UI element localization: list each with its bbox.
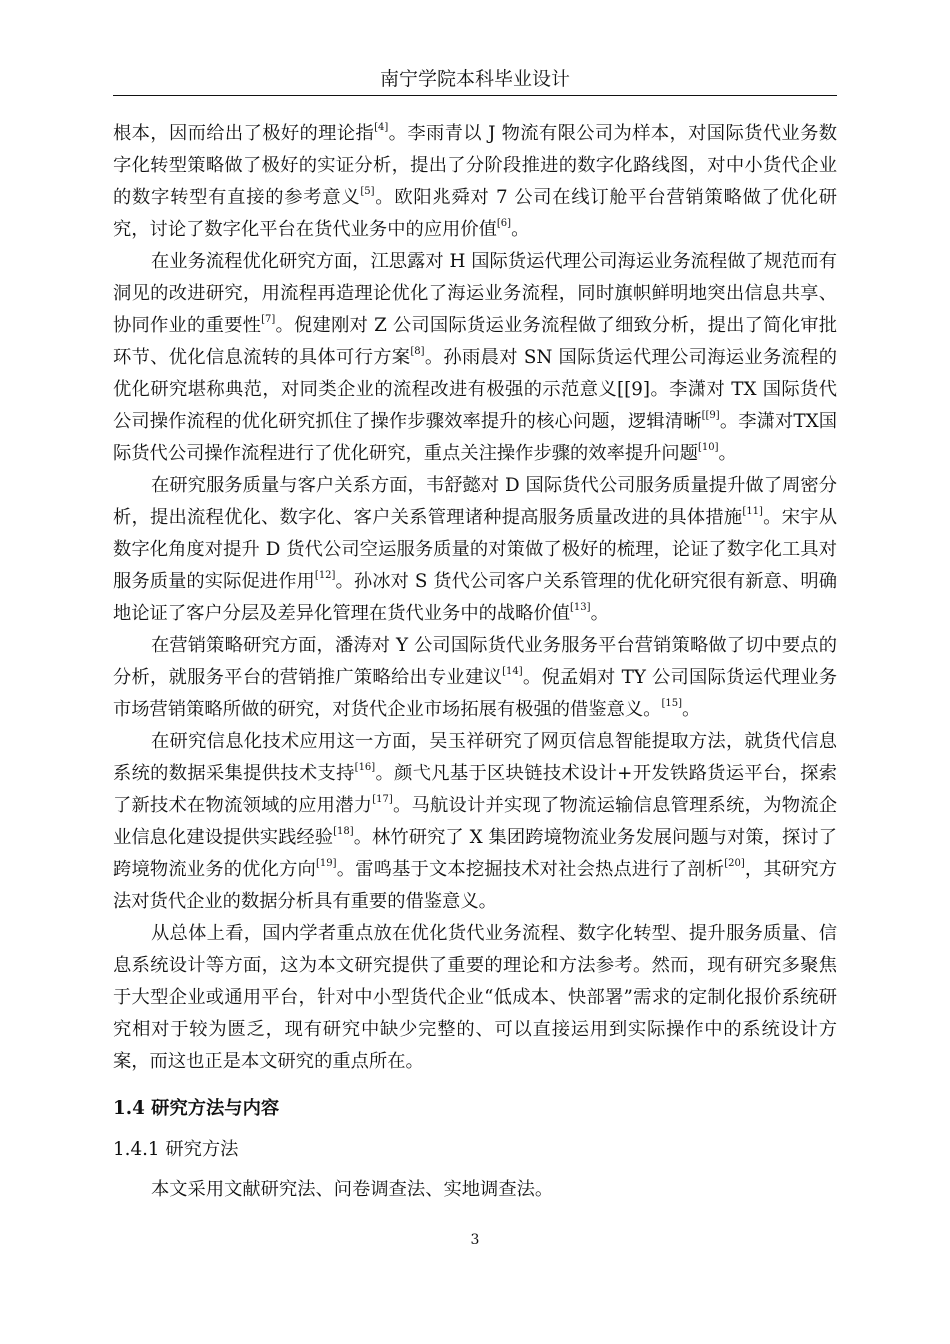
text-run: 。雷鸣基于文本挖掘技术对社会热点进行了剖析 — [336, 859, 725, 880]
citation-marker: [16] — [354, 762, 376, 773]
citation-marker: [[9] — [701, 410, 720, 421]
text-run: 。宋宇从数字化角度对提升 D 货代公司空运服务质量的对策做了极好的梳理，论证了数字化工具对服务质量的实际促进作用 — [113, 507, 838, 592]
citation-marker: [18] — [333, 826, 354, 837]
text-run: 根本，因而给出了极好的理论指 — [113, 123, 375, 144]
citation-marker: [11] — [742, 506, 763, 517]
citation-marker: [8] — [410, 346, 425, 357]
document-body — [113, 118, 837, 1210]
paragraph — [113, 118, 837, 246]
paragraph — [113, 630, 837, 726]
text-run: 在研究信息化技术应用这一方面，吴玉祥研究了网页信息智能提取方法，就货代信息系统的数据采集提供技术支持 — [113, 731, 837, 784]
text-run: 在研究服务质量与客户关系方面，韦舒懿对 D 国际货代公司服务质量提升做了周密分析，提出流程优化、数字化、客户关系管理诸种提高服务质量改进的具体措施 — [113, 475, 837, 528]
text-run: 。李雨青以 J 物流有限公司为样本，对国际货代业务数字化转型策略做了极好的实证分析，提出了分阶段推进的数字化路线图，对中小货代企业的数字转型有直接的参考意义 — [113, 123, 838, 208]
text-run: 。欧阳兆舜对 7 公司在线订舱平台营销策略做了优化研究，讨论了数字化平台在货代业务中的应用价值 — [113, 187, 837, 240]
citation-marker: [5] — [360, 186, 375, 197]
text-run: 。 — [718, 443, 737, 464]
text-run: 在业务流程优化研究方面，江思露对 H 国际货运代理公司海运业务流程做了规范而有洞见的改进研究，用流程再造理论优化了海运业务流程，同时旗帜鲜明地突出信息共享、协同作业的重要性 — [113, 251, 837, 336]
subsection-heading: 1.4.1 研究方法 — [113, 1139, 239, 1160]
citation-marker: [14] — [502, 666, 523, 677]
text-run: 。林竹研究了 X 集团跨境物流业务发展问题与对策，探讨了跨境物流业务的优化方向 — [113, 827, 838, 880]
citation-marker: [19] — [315, 858, 337, 869]
text-run: 在营销策略研究方面，潘涛对 Y 公司国际货代业务服务平台营销策略做了切中要点的分析，就服务平台的营销推广策略给出专业建议 — [113, 635, 837, 688]
paragraph — [113, 726, 837, 918]
page-number: 3 — [470, 1232, 480, 1248]
text-run: 。 — [681, 699, 701, 720]
citation-marker: [13] — [570, 602, 591, 613]
section-heading: 1.4 研究方法与内容 — [113, 1098, 280, 1119]
text-run: 。孙冰对 S 货代公司客户关系管理的优化研究很有新意、明确地论证了客户分层及差异化管理在货代业务中的战略价值 — [113, 571, 837, 624]
citation-marker: [17] — [372, 794, 393, 805]
text-run: 。李潇对TX国际货代公司操作流程进行了优化研究，重点关注操作步骤的效率提升问题 — [113, 411, 837, 464]
text-run: 。马航设计并实现了物流运输信息管理系统，为物流企业信息化建设提供实践经验 — [113, 795, 838, 848]
page-header: 南宁学院本科毕业设计 — [379, 68, 570, 90]
citation-marker: [10] — [698, 442, 719, 453]
text-run: 。颜弋凡基于区块链技术设计+开发铁路货运平台，探索了新技术在物流领域的应用潜力 — [113, 763, 837, 816]
citation-marker: [15] — [661, 698, 682, 709]
text-run: 。 — [590, 603, 609, 624]
paragraph — [113, 246, 837, 470]
citation-marker: [12] — [314, 570, 336, 581]
text-run: 。倪孟娟对 TY 公司国际货运代理业务市场营销策略所做的研究，对货代企业市场拓展有极强的借鉴意义。 — [113, 667, 838, 720]
paragraph — [113, 470, 837, 630]
citation-marker: [20] — [724, 858, 745, 869]
header-rule — [113, 95, 837, 96]
paragraph — [113, 918, 837, 1078]
citation-marker: [4] — [374, 122, 389, 133]
citation-marker: [6] — [496, 218, 512, 229]
text-run: 。孙雨晨对 SN 国际货运代理公司海运业务流程的优化研究堪称典范，对同类企业的流程改进有极强的示范意义[[9]。李潇对 TX 国际货代公司操作流程的优化研究抓住了操作步骤效率提升的核心问题，逻辑清晰 — [113, 347, 837, 432]
text-run: 。倪建刚对 Z 公司国际货运业务流程做了细致分析，提出了简化审批环节、优化信息流转的具体可行方案 — [113, 315, 838, 368]
text-run: 。 — [511, 219, 530, 240]
citation-marker: [7] — [261, 314, 276, 325]
text-run: ，其研究方法对货代企业的数据分析具有重要的借鉴意义。 — [113, 859, 837, 912]
text-run: 从总体上看，国内学者重点放在优化货代业务流程、数字化转型、提升服务质量、信息系统设计等方面，这为本文研究提供了重要的理论和方法参考。然而，现有研究多聚焦于大型企业或通用平台，针对中小型货代企业“低成本、快部署”需求的定制化报价系统研究相对于较为匮乏，现有研究中缺少完整的、可以直接运用到实际操作中的系统设计方案，而这也正是本文研究的重点所在。 — [113, 923, 837, 1072]
paragraph: 本文采用文献研究法、问卷调查法、实地调查法。 — [151, 1179, 554, 1200]
